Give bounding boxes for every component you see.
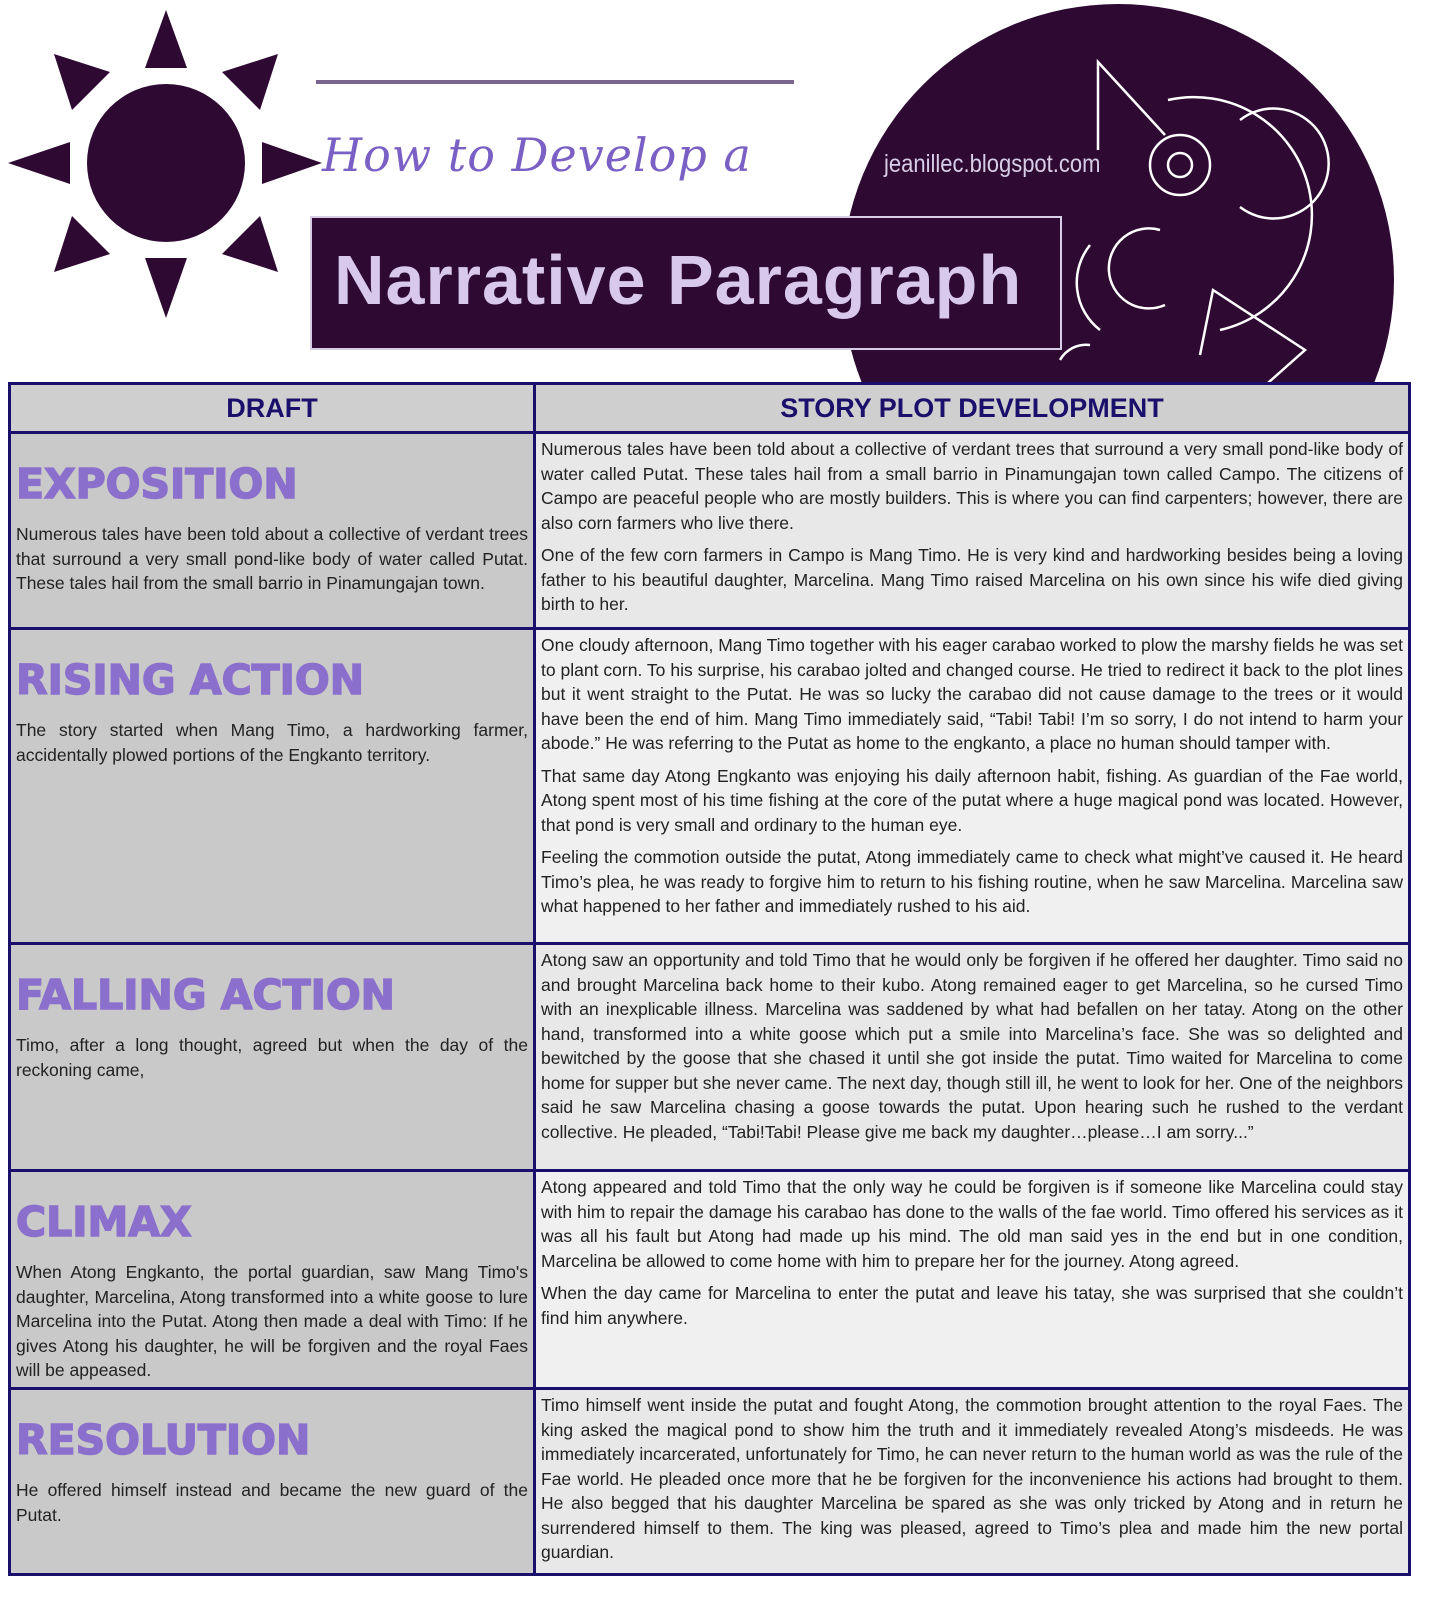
table-row-climax <box>10 1171 1410 1389</box>
story-paragraph: Timo himself went inside the putat and fought Atong, the commotion brought attention to the royal Faes. The king asked the magical pond to show him the truth and it immediately revealed Atong’s misdeeds. He was immediately incarcerated, unfortunately for Timo, he can never return to the human world as was the rule of the Fae world. He pleaded once more that he be forgiven for the inconvenience his actions had brought to them. He also begged that his daughter Marcelina be spared as she was only tricked by Atong and in return he surrendered himself to them. The king was pleased, agreed to Timo’s plea and made him the new portal guardian. <box>541 1395 1403 1562</box>
draft-cell <box>10 944 535 1171</box>
table-row-exposition <box>10 433 1410 629</box>
table-row-rising-action <box>10 629 1410 944</box>
plot-table <box>8 382 1411 1576</box>
site-url: jeanillec.blogspot.com <box>884 150 1101 178</box>
story-paragraph: That same day Atong Engkanto was enjoying his daily afternoon habit, fishing. As guardian of the Fae world, Atong spent most of his time fishing at the core of the putat where a huge magical pond was located. However, that pond is very small and ordinary to the human eye. <box>541 765 1403 835</box>
table-row-falling-action <box>10 944 1410 1171</box>
section-title: RESOLUTION <box>16 1416 311 1464</box>
story-cell <box>535 944 1410 1171</box>
story-cell <box>535 1389 1410 1575</box>
story-cell <box>535 629 1410 944</box>
story-paragraph: Atong saw an opportunity and told Timo that he would only be forgiven if he offered her daughter. Timo said no and brought Marcelina back home to their kubo. Atong remained eager to get Marcelina, so he cursed Timo with an inexplicable illness. Marcelina was saddened by what had befallen on her tatay. Atong on the other hand, transformed into a white goose which put a smile into Marcelina’s face. She was so delighted and bewitched by the goose that she chased it until she got inside the putat. Timo waited for Marcelina to come home for supper but she never came. The next day, though still ill, he went to look for her. One of the neighbors said he saw Marcelina chasing a goose towards the putat. Upon hearing such he rushed to the verdant collective. He pleaded, “Tabi!Tabi! Please give me back my daughter…please…I am sorry...” <box>541 950 1403 1142</box>
draft-cell <box>10 629 535 944</box>
story-paragraph: Numerous tales have been told about a collective of verdant trees that surround a very small pond-like body of water called Putat. These tales hail from a small barrio in Pinamungajan town called Campo. The citizens of Campo are peaceful people who are mostly builders. This is where you can find carpenters; however, there are also corn farmers who live there. <box>541 439 1403 533</box>
subtitle: How to Develop a <box>322 128 752 182</box>
draft-text: He offered himself instead and became the new guard of the Putat. <box>16 1480 528 1525</box>
table-header-row <box>10 384 1410 433</box>
page-title: Narrative Paragraph <box>334 241 1023 319</box>
column-header-story: STORY PLOT DEVELOPMENT <box>535 384 1410 433</box>
story-cell <box>535 1171 1410 1389</box>
draft-cell <box>10 1171 535 1389</box>
draft-text: Numerous tales have been told about a collective of verdant trees that surround a very small pond-like body of water called Putat. These tales hail from the small barrio in Pinamungajan town. <box>16 524 528 593</box>
story-paragraph: One cloudy afternoon, Mang Timo together with his eager carabao worked to plow the marshy fields he was set to plant corn. To his surprise, his carabao jolted and changed course. He tried to redirect it back to the plot lines but it went straight to the Putat. He was so lucky the carabao did not cause damage to the trees or it would have been the end of him. Mang Timo immediately said, “Tabi! Tabi! I’m so sorry, I do not intend to harm your abode.” He was referring to the Putat as home to the engkanto, a place no human should tamper with. <box>541 635 1403 753</box>
section-title: EXPOSITION <box>16 460 298 508</box>
draft-cell <box>10 1389 535 1575</box>
table-row-resolution <box>10 1389 1410 1575</box>
section-title: CLIMAX <box>16 1198 192 1246</box>
draft-text: The story started when Mang Timo, a hardworking farmer, accidentally plowed portions of the Engkanto territory. <box>16 720 528 765</box>
story-paragraph: Feeling the commotion outside the putat, Atong immediately came to check what might’ve caused it. He heard Timo’s plea, he was ready to forgive him to return to his fishing routine, when he saw Marcelina. Marcelina saw what happened to her father and immediately rushed to his aid. <box>541 847 1403 916</box>
section-title: FALLING ACTION <box>16 971 395 1019</box>
draft-cell <box>10 433 535 629</box>
sun-icon <box>8 10 322 318</box>
story-paragraph: When the day came for Marcelina to enter the putat and leave his tatay, she was surprised that she couldn’t find him anywhere. <box>541 1283 1403 1328</box>
section-title: RISING ACTION <box>16 656 365 704</box>
story-paragraph: One of the few corn farmers in Campo is Mang Timo. He is very kind and hardworking besides being a loving father to his beautiful daughter, Marcelina. Mang Timo raised Marcelina on his own since his wife died giving birth to her. <box>541 545 1403 614</box>
header-rule <box>316 80 794 84</box>
draft-text: Timo, after a long thought, agreed but when the day of the reckoning came, <box>16 1035 528 1080</box>
story-paragraph: Atong appeared and told Timo that the only way he could be forgiven is if someone like Marcelina could stay with him to repair the damage his carabao has done to the walls of the fae world. Timo offered his services as it was all his fault but Atong had made up his mind. The old man said yes in the end but in one condition, Marcelina be allowed to come home with him to prepare her for the journey. Atong agreed. <box>541 1177 1403 1271</box>
column-header-draft: DRAFT <box>10 384 535 433</box>
story-cell <box>535 433 1410 629</box>
draft-text: When Atong Engkanto, the portal guardian, saw Mang Timo's daughter, Marcelina, Atong transformed into a white goose to lure Marcelina into the Putat. Atong then made a deal with Timo: If he gives Atong his daughter, he will be forgiven and the royal Faes will be appeased. <box>16 1262 528 1380</box>
